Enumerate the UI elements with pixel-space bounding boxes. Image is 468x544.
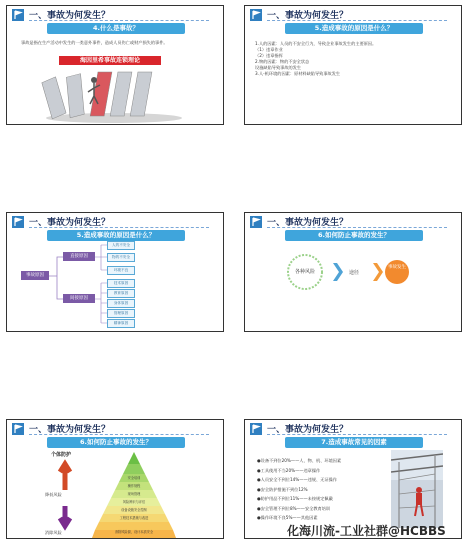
theory-banner: 海因里希事故连锁理论 bbox=[59, 56, 161, 65]
slide-header bbox=[245, 6, 461, 24]
factor-item: ●设备不到位20%——人、物、机、环境因素 bbox=[257, 458, 342, 463]
cause-line: （2）违章指挥 bbox=[255, 53, 283, 58]
cause-line: （1）违章作业 bbox=[255, 47, 283, 52]
factor-item: ●安全防护措施不到位12% bbox=[257, 486, 308, 492]
pyramid-level: 操作规程 bbox=[127, 484, 141, 488]
slide-title: 一、事故为何发生？ bbox=[267, 218, 349, 228]
path-label: 途径 bbox=[349, 270, 360, 276]
section-band: 6.如何防止事故的发生？ bbox=[285, 230, 423, 241]
cause-line: 2.物的因素：物的不安全状态 bbox=[255, 59, 310, 64]
slide-5[interactable] bbox=[6, 419, 224, 539]
pyramid-level: 安全培训 bbox=[127, 476, 141, 480]
slide-title: 一、事故为何发生？ bbox=[29, 11, 111, 21]
risk-label: 各种风险 bbox=[294, 269, 315, 275]
section-band: 6.如何防止事故的发生？ bbox=[47, 437, 185, 448]
accident-label: 事故发生 bbox=[388, 265, 406, 270]
branch-direct: 直接原因 bbox=[63, 252, 95, 261]
section-band: 4.什么是事故？ bbox=[47, 23, 185, 34]
leaf-node: 精神原因 bbox=[107, 319, 135, 328]
watermark: 化海川流-工业社群@HCBBS bbox=[287, 524, 446, 538]
pyramid-level: 风险辨识与评估 bbox=[122, 500, 146, 504]
flag-icon bbox=[250, 423, 262, 435]
cause-line: 设施缺陷导致事故的发生 bbox=[255, 65, 302, 70]
worker-photo bbox=[391, 450, 443, 528]
domino-illustration bbox=[39, 66, 189, 124]
leaf-node: 环境不良 bbox=[107, 266, 135, 275]
title-underline bbox=[29, 20, 209, 21]
leaf-node: 技术原因 bbox=[107, 279, 135, 288]
body-text: 事故是指在生产活动中发生的一类意外事件，造成人员伤亡或财产损失的事件。 bbox=[21, 40, 168, 45]
factor-list bbox=[257, 456, 385, 523]
factor-item: ●安全管理不到位8%——安全教育培训 bbox=[257, 505, 331, 511]
section-band: 7.造成事故常见的因素 bbox=[285, 437, 423, 448]
root-node: 事故原因 bbox=[21, 271, 49, 280]
pyramid-level: 现场管理 bbox=[127, 492, 141, 496]
factor-item: ●防护用品不到位11%——未按规定佩戴 bbox=[257, 496, 333, 501]
reduce-risk-label: 降低风险 bbox=[45, 492, 62, 497]
slide-3[interactable] bbox=[6, 212, 224, 332]
flag-icon bbox=[12, 9, 24, 21]
title-underline bbox=[267, 20, 447, 21]
section-band: 5.造成事故的原因是什么？ bbox=[285, 23, 423, 34]
section-band: 5.造成事故的原因是什么？ bbox=[47, 230, 185, 241]
factor-item: ●工具使用不当20%——违章操作 bbox=[257, 467, 321, 473]
cause-line: 3.人-机环境的因素：原材料缺陷导致事故发生 bbox=[255, 71, 341, 76]
slide-title: 一、事故为何发生？ bbox=[29, 425, 111, 435]
slide-title: 一、事故为何发生？ bbox=[267, 11, 349, 21]
eliminate-risk-label: 消除风险 bbox=[45, 530, 62, 535]
pyramid-level: 设备设施安全控制 bbox=[121, 508, 147, 512]
factor-item: ●操作环境不良5%——其他因素 bbox=[257, 515, 318, 520]
slide-2[interactable] bbox=[244, 5, 462, 125]
leaf-node: 人的不安全 bbox=[107, 241, 135, 250]
leaf-node: 物的不安全 bbox=[107, 253, 135, 262]
slide-header bbox=[245, 420, 461, 438]
branch-indirect: 间接原因 bbox=[63, 294, 95, 303]
leaf-node: 身体原因 bbox=[107, 299, 135, 308]
pyramid-level: 消除风险源，设计本质安全 bbox=[114, 530, 154, 534]
pyramid-level: 工程技术措施与改进 bbox=[119, 516, 149, 520]
cause-list bbox=[255, 41, 455, 77]
slide-title: 一、事故为何发生？ bbox=[267, 425, 349, 435]
leaf-node: 教育原因 bbox=[107, 289, 135, 298]
slide-6[interactable] bbox=[244, 419, 462, 539]
cause-line: 1.人的因素：人员的不安全行为，导致企业事故发生的主要原因。 bbox=[255, 41, 377, 46]
pyramid-top-label: 个体防护 bbox=[51, 452, 72, 458]
title-underline bbox=[267, 434, 447, 435]
slide-4[interactable] bbox=[244, 212, 462, 332]
slide-title: 一、事故为何发生？ bbox=[29, 218, 111, 228]
leaf-node: 管理原因 bbox=[107, 309, 135, 318]
slide-header bbox=[7, 6, 223, 24]
flag-icon bbox=[250, 9, 262, 21]
factor-item: ●人员安全不到位14%——违规、无证操作 bbox=[257, 477, 337, 482]
slide-1[interactable] bbox=[6, 5, 224, 125]
